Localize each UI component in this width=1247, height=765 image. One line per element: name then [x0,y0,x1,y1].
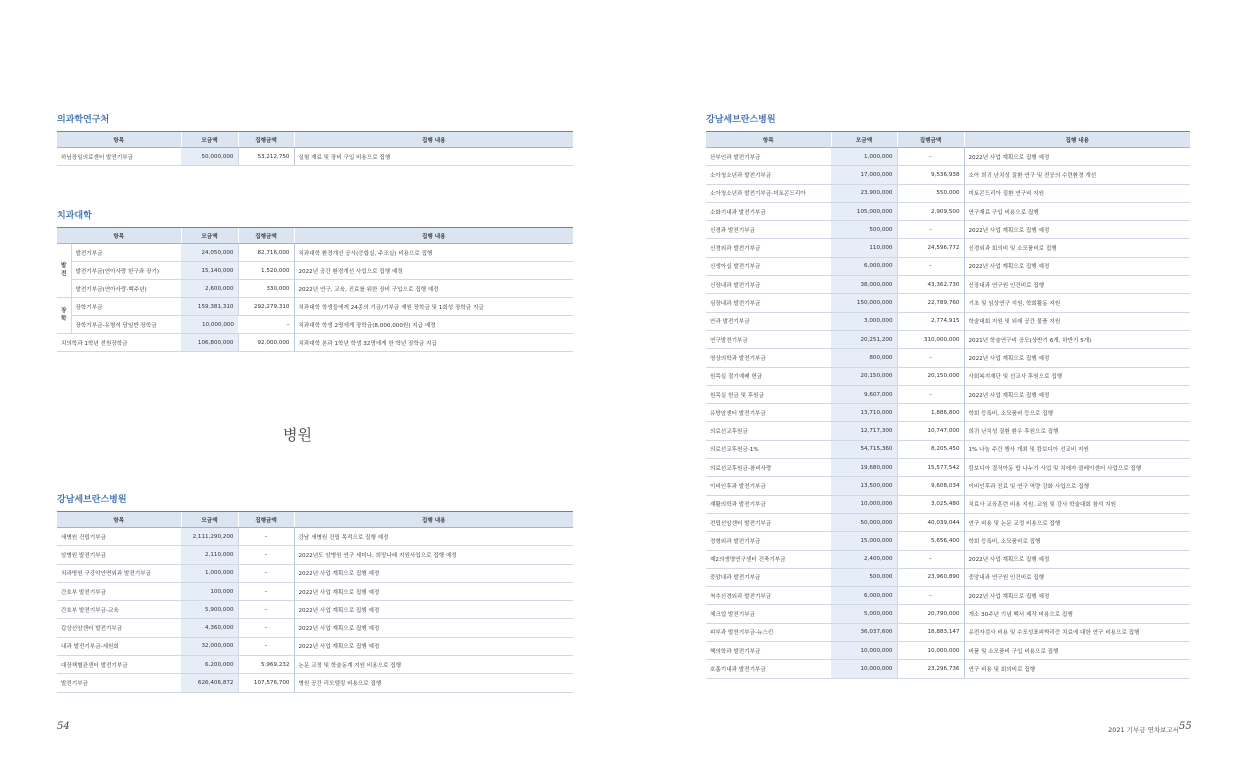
row-raised: 15,000,000 [831,532,897,550]
row-item: 새병원 건립기부금 [57,528,181,546]
table-row [706,349,1190,367]
table-row [57,674,573,692]
row-content: 치과대학 학생 2명에게 장학금(8,000,000원) 지급 예정 [294,316,573,334]
row-raised: 5,000,000 [831,605,897,623]
section-title-gangnam-right: 강남세브란스병원 [706,115,776,125]
row-raised: 9,607,000 [831,385,897,403]
row-spent: 22,789,760 [897,294,964,312]
row-spent: 1,886,800 [897,404,964,422]
row-spent: 9,608,034 [897,477,964,495]
row-item: 전립선암센터 발전기부금 [706,513,831,531]
gangnam-right-body [706,148,1190,679]
col-header-spent: 집행금액 [897,132,964,148]
row-spent: – [238,564,294,582]
row-item: 대장책혈관센터 발전기부금 [57,656,181,674]
row-item: 간호부 발전기부금 [57,582,181,600]
row-content: 학술대회 지원 및 외래 공간 물품 지원 [964,312,1190,330]
row-raised: 10,000,000 [831,660,897,678]
col-header-item: 항목 [57,132,181,148]
row-spent: 107,576,700 [238,674,294,692]
row-content: 2022년 사업 계획으로 집행 예정 [964,349,1190,367]
table-row [706,660,1190,678]
row-spent: – [238,316,294,334]
row-raised: 17,000,000 [831,166,897,184]
row-item: 발전기부금(연아사랑 한구좌 장기) [71,262,181,280]
row-item: 간호부 발전기부금-교육 [57,601,181,619]
row-content: 기초 및 임상연구 지원, 학회활동 지원 [964,294,1190,312]
row-content: 이비인후과 진료 및 연구 역량 강화 사업으로 집행 [964,477,1190,495]
row-raised: 13,710,000 [831,404,897,422]
row-raised: 106,800,000 [181,334,238,352]
row-content: 연구재료 구입 비용으로 집행 [964,202,1190,220]
row-item: 연구발전기부금 [706,330,831,348]
row-raised: 50,000,000 [831,513,897,531]
row-raised: 150,000,000 [831,294,897,312]
row-spent: 3,025,480 [897,495,964,513]
row-raised: 10,000,000 [181,316,238,334]
row-raised: 54,715,360 [831,440,897,458]
row-spent: – [238,546,294,564]
row-spent: 1,520,000 [238,262,294,280]
row-item: 하님장일의료센터 발전기부금 [57,148,181,166]
row-raised: 2,600,000 [181,280,238,298]
col-header-item: 항목 [57,512,181,528]
row-raised: 38,000,000 [831,276,897,294]
row-item: 중앙내과 발전기부금 [706,568,831,586]
row-spent: – [238,582,294,600]
table-row [706,550,1190,568]
row-spent: – [897,349,964,367]
row-content: 2022년 사업 계획으로 집행 예정 [294,601,573,619]
row-raised: 1,000,000 [181,564,238,582]
row-content: 2022년 사업 계획으로 집행 예정 [964,587,1190,605]
row-raised: 6,000,000 [831,587,897,605]
hospital-heading: 병원 [283,426,312,444]
row-content: 개소 30주년 기념 백서 제작 비용으로 집행 [964,605,1190,623]
row-content: 학회 등록비, 소모품비로 집행 [964,532,1190,550]
table-row [706,404,1190,422]
table-row [706,166,1190,184]
row-raised: 2,111,290,200 [181,528,238,546]
row-raised: 12,717,300 [831,422,897,440]
row-item: 원목실 헌금 및 후원금 [706,385,831,403]
row-content: 연구 비용 및 논문 교정 비용으로 집행 [964,513,1190,531]
row-spent: 310,000,000 [897,330,964,348]
row-raised: 10,000,000 [831,642,897,660]
medical-research-table [57,131,573,166]
table-row [57,637,573,655]
table-row [706,312,1190,330]
table-row [706,367,1190,385]
row-raised: 626,406,872 [181,674,238,692]
row-item: 신경과 발전기부금 [706,221,831,239]
row-content: 치과대학 환경개선 공사(증합실, 주조실) 비용으로 집행 [294,244,573,262]
row-content: 2022년 공간 환경개선 사업으로 집행 예정 [294,262,573,280]
row-content: 연구 비용 및 회의비로 집행 [964,660,1190,678]
row-content: 치료사 교육훈련 비용 지원, 교원 및 강사 학술대회 참석 지원 [964,495,1190,513]
row-raised: 2,400,000 [831,550,897,568]
row-raised: 800,000 [831,349,897,367]
row-raised: 100,000 [181,582,238,600]
row-raised: 32,000,000 [181,637,238,655]
row-item: 이비인후과 발전기부금 [706,477,831,495]
dental-table [57,227,573,352]
row-content: 유전자검사 비용 및 수포성표피박리증 치료에 대한 연구 비용으로 집행 [964,623,1190,641]
row-spent: 82,716,000 [238,244,294,262]
row-raised: 20,150,000 [831,367,897,385]
row-raised: 13,500,000 [831,477,897,495]
row-item: 원목실 절기예배 헌금 [706,367,831,385]
row-raised: 500,000 [831,221,897,239]
table-row [706,459,1190,477]
table-row [706,257,1190,275]
row-raised: 6,000,000 [831,257,897,275]
section-title-medical-research: 의과학연구처 [57,115,110,125]
row-item: 치과병원 구강악안면외과 발전기부금 [57,564,181,582]
row-spent: – [238,637,294,655]
row-content: 2022년 사업 계획으로 집행 예정 [964,550,1190,568]
row-content: 소아 희귀 난치성 질환 연구 및 전공의 수련환경 개선 [964,166,1190,184]
gangnam-right-table [706,131,1190,679]
row-item: 내과 발전기부금-세원회 [57,637,181,655]
row-raised: 36,037,600 [831,623,897,641]
row-content: 사회복지재단 및 선교사 후원으로 집행 [964,367,1190,385]
gangnam-left-table [57,511,573,693]
row-item: 의료선교후원금-참비사랑 [706,459,831,477]
row-content: 비품 및 소모품비 구입 비용으로 집행 [964,642,1190,660]
row-spent: 5,656,400 [897,532,964,550]
row-item: 핵의학과 발전기부금 [706,642,831,660]
row-spent: 9,536,938 [897,166,964,184]
row-raised: 5,900,000 [181,601,238,619]
col-header-spent: 집행금액 [238,512,294,528]
row-spent: – [897,148,964,166]
table-row [706,642,1190,660]
row-content: 1% 나눔 주간 행사 개최 및 캄보디아 선교비 지원 [964,440,1190,458]
row-spent: 23,296,736 [897,660,964,678]
row-raised: 6,200,000 [181,656,238,674]
row-spent: 292,279,310 [238,298,294,316]
row-item: 발전기부금(연아사랑-백주년) [71,280,181,298]
report-title: 2021 기부금 연차보고서 [1108,726,1179,734]
col-header-content: 집행 내용 [294,132,573,148]
row-item: 소아청소년과 발전기부금-미토콘드리아 [706,184,831,202]
table-row [706,221,1190,239]
row-content: 강남 새병원 건립 목적으로 집행 예정 [294,528,573,546]
table-row [57,656,573,674]
row-content: 희귀 난치성 질환 환우 후원으로 집행 [964,422,1190,440]
table-row [706,477,1190,495]
row-content: 2022년 사업 계획으로 집행 예정 [294,582,573,600]
row-spent: 15,577,542 [897,459,964,477]
table-row [706,532,1190,550]
row-content: 2022년 사업 계획으로 집행 예정 [964,148,1190,166]
row-spent: 40,039,044 [897,513,964,531]
table-row [706,239,1190,257]
row-item: 심장내과 발전기부금 [706,294,831,312]
table-row [706,495,1190,513]
row-item: 갑상선암센터 발전기부금 [57,619,181,637]
row-content: 2022년 사업 계획으로 집행 예정 [294,637,573,655]
col-header-item: 항목 [706,132,831,148]
row-spent: – [897,550,964,568]
row-content: 2022년도 암병원 연구 세미나, 희망나래 지원사업으로 집행 예정 [294,546,573,564]
row-content: 치과대학 학생들에게 24종의 기금/기부금 재원 장학금 및 1회성 장학금 지급 [294,298,573,316]
row-item: 체크업 발전기부금 [706,605,831,623]
row-spent: – [897,385,964,403]
row-content: 실험 재료 및 장비 구입 비용으로 집행 [294,148,573,166]
col-header-item: 항목 [57,228,181,244]
row-content: 2022년 사업 계획으로 집행 예정 [294,619,573,637]
row-item: 소아청소년과 발전기부금 [706,166,831,184]
row-item: 장학기부금 [71,298,181,316]
row-item: 치의학과 1학년 전원장학금 [57,334,181,352]
section-title-gangnam-left: 강남세브란스병원 [57,495,127,505]
row-content: 2021년 학술연구비 공모(상반기 6개, 하반기 5개) [964,330,1190,348]
row-content: 2022년 사업 계획으로 집행 예정 [964,385,1190,403]
row-content: 신경외과 회의비 및 소모품비로 집행 [964,239,1190,257]
row-content: 2022년 연구, 교육, 진료를 위한 장비 구입으로 집행 예정 [294,280,573,298]
row-item: 산부인과 발전기부금 [706,148,831,166]
table-row [706,184,1190,202]
col-header-content: 집행 내용 [294,228,573,244]
col-header-content: 집행 내용 [964,132,1190,148]
table-row [57,601,573,619]
row-item: 장학기부금-유형석 담임반 장학금 [71,316,181,334]
table-row [57,546,573,564]
page-number-left: 54 [57,721,70,732]
row-item: 호흡기내과 발전기부금 [706,660,831,678]
row-spent: – [238,601,294,619]
row-item: 신장내과 발전기부금 [706,276,831,294]
row-spent: 43,362,730 [897,276,964,294]
col-header-raised: 모금액 [181,228,238,244]
group-label-scholarship: 장 학 [57,298,71,334]
group-label-development: 발 전 [57,244,71,298]
row-item: 의료선교후원금 [706,422,831,440]
row-raised: 10,000,000 [831,495,897,513]
row-content: 2022년 사업 계획으로 집행 예정 [294,564,573,582]
page-number-right: 55 [1179,721,1192,732]
table-row [57,582,573,600]
table-row [706,330,1190,348]
row-raised: 15,140,000 [181,262,238,280]
table-row [706,587,1190,605]
row-spent: 23,960,890 [897,568,964,586]
row-spent: – [238,619,294,637]
row-spent: – [897,587,964,605]
row-item: 영상의학과 발전기부금 [706,349,831,367]
row-spent: 8,205,450 [897,440,964,458]
table-row [706,276,1190,294]
row-raised: 50,000,000 [181,148,238,166]
col-header-raised: 모금액 [831,132,897,148]
row-item: 유방암센터 발전기부금 [706,404,831,422]
row-raised: 2,110,000 [181,546,238,564]
col-header-spent: 집행금액 [238,228,294,244]
table-row [57,528,573,546]
section-title-dental: 치과대학 [57,211,92,221]
row-spent: 330,000 [238,280,294,298]
table-row [57,619,573,637]
row-raised: 3,000,000 [831,312,897,330]
row-raised: 23,900,000 [831,184,897,202]
row-item: 제2의생명연구센터 건축기부금 [706,550,831,568]
row-raised: 4,360,000 [181,619,238,637]
row-spent: 10,747,000 [897,422,964,440]
row-raised: 1,000,000 [831,148,897,166]
medical-research-body [57,148,573,166]
row-item: 신생아실 발전기부금 [706,257,831,275]
table-row [706,513,1190,531]
row-content: 신장내과 연구원 인건비로 집행 [964,276,1190,294]
col-header-spent: 집행금액 [238,132,294,148]
table-row [706,148,1190,166]
table-row [706,623,1190,641]
row-item: 정형외과 발전기부금 [706,532,831,550]
row-spent: – [897,257,964,275]
row-raised: 159,381,310 [181,298,238,316]
table-row [706,422,1190,440]
row-content: 중앙내과 연구원 인건비로 집행 [964,568,1190,586]
row-spent: – [238,528,294,546]
table-row [706,568,1190,586]
row-raised: 110,000 [831,239,897,257]
col-header-raised: 모금액 [181,512,238,528]
row-spent: 20,150,000 [897,367,964,385]
row-spent: – [897,221,964,239]
row-raised: 500,000 [831,568,897,586]
gangnam-left-body [57,528,573,693]
row-item: 안과 발전기부금 [706,312,831,330]
col-header-content: 집행 내용 [294,512,573,528]
row-item: 발전기부금 [71,244,181,262]
row-raised: 24,050,000 [181,244,238,262]
row-spent: 550,000 [897,184,964,202]
row-content: 논문 교정 및 학술동계 지원 비용으로 집행 [294,656,573,674]
row-spent: 92,000,000 [238,334,294,352]
row-item: 의료선교후원금-1% [706,440,831,458]
row-content: 병원 공간 리모델링 비용으로 집행 [294,674,573,692]
col-header-raised: 모금액 [181,132,238,148]
row-spent: 24,596,772 [897,239,964,257]
row-content: 2022년 사업 계획으로 집행 예정 [964,257,1190,275]
row-item: 소화기내과 발전기부금 [706,202,831,220]
row-spent: 53,212,750 [238,148,294,166]
row-item: 발전기부금 [57,674,181,692]
row-raised: 19,680,000 [831,459,897,477]
row-item: 암병원 발전기부금 [57,546,181,564]
row-content: 캄보디아 결식아동 밥 나누기 사업 및 치에자 클레이센터 사업으로 집행 [964,459,1190,477]
table-row [706,294,1190,312]
table-row [706,202,1190,220]
row-item: 재활의학과 발전기부금 [706,495,831,513]
row-content: 치과대학 본과 1학년 학생 32명에게 한 학년 장학금 지급 [294,334,573,352]
row-spent: 20,790,000 [897,605,964,623]
row-raised: 105,000,000 [831,202,897,220]
table-row [706,385,1190,403]
dental-body [57,244,573,352]
row-spent: 2,774,915 [897,312,964,330]
table-row [706,605,1190,623]
row-content: 미토콘드리아 질환 연구비 지원 [964,184,1190,202]
row-item: 신경외과 발전기부금 [706,239,831,257]
row-spent: 18,883,147 [897,623,964,641]
table-row [57,564,573,582]
row-spent: 5,969,232 [238,656,294,674]
row-content: 학회 등록비, 소모품비 등으로 집행 [964,404,1190,422]
row-spent: 2,909,500 [897,202,964,220]
row-content: 2022년 사업 계획으로 집행 예정 [964,221,1190,239]
row-item: 척추신경외과 발전기부금 [706,587,831,605]
row-raised: 20,251,200 [831,330,897,348]
table-row [57,148,573,166]
row-spent: 10,000,000 [897,642,964,660]
table-row [706,440,1190,458]
row-item: 피부과 발전기부금-뉴스킨 [706,623,831,641]
